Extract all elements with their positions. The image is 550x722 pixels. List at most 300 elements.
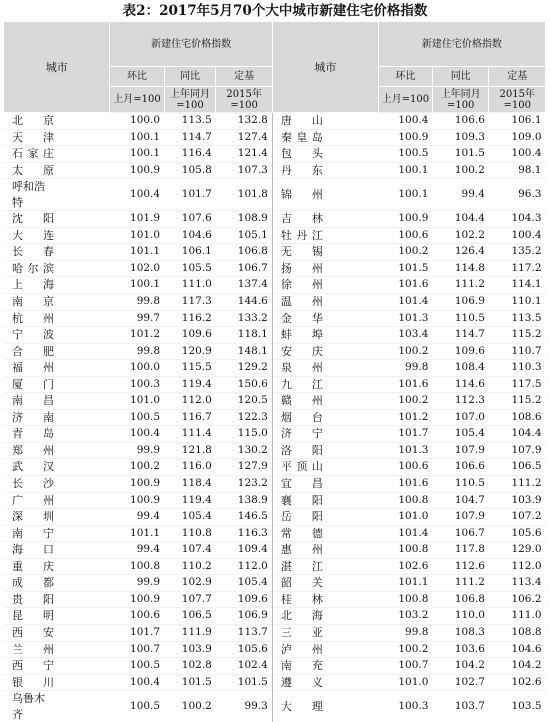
city-cell-left: [4, 691, 110, 722]
mom-cell-right: 101.3: [378, 310, 432, 327]
base-cell-left: 127.9: [216, 459, 273, 476]
base-cell-right: 106.2: [489, 591, 546, 608]
table-row: [4, 129, 546, 146]
city-name: 秦皇岛: [281, 130, 323, 146]
city-cell-left: [4, 211, 110, 228]
base-cell-right: 114.1: [489, 277, 546, 294]
index-group-header-left: 新建住宅价格指数: [110, 22, 272, 67]
table-row: [4, 343, 546, 360]
table-row: [4, 146, 546, 163]
mom-cell-left: 100.5: [110, 658, 164, 675]
yoy-cell-right: 107.9: [432, 442, 489, 459]
base-cell-right: 110.3: [489, 360, 546, 377]
city-name: 北海: [281, 608, 323, 624]
mom-cell-left: 100.4: [110, 179, 164, 211]
yoy-cell-right: 112.3: [432, 393, 489, 410]
base-cell-right: 135.2: [489, 244, 546, 261]
mom-cell-right: 100.4: [378, 113, 432, 130]
city-cell-left: [4, 575, 110, 592]
base-cell-right: 100.4: [489, 146, 546, 163]
city-cell-left: [4, 525, 110, 542]
base-cell-right: 98.1: [489, 162, 546, 179]
city-name: 兰州: [12, 642, 54, 658]
mom-cell-right: 100.9: [378, 211, 432, 228]
mom-cell-left: 101.9: [110, 211, 164, 228]
base-cell-right: 103.5: [489, 691, 546, 722]
mom-cell-left: 100.3: [110, 376, 164, 393]
yoy-cell-right: 106.8: [432, 591, 489, 608]
mom-cell-left: 101.1: [110, 244, 164, 261]
mom-cell-left: 100.0: [110, 113, 164, 130]
city-header-left: 城市: [4, 22, 110, 113]
base-cell-right: 106.1: [489, 113, 546, 130]
table-body: [4, 113, 546, 722]
yoy-cell-left: 115.5: [164, 360, 216, 377]
mom-cell-right: 100.3: [378, 691, 432, 722]
city-cell-left: [4, 244, 110, 261]
city-name: 沈阳: [12, 211, 54, 227]
mom-cell-right: 100.2: [378, 343, 432, 360]
city-cell-right: [272, 113, 378, 130]
yoy-cell-left: 116.0: [164, 459, 216, 476]
city-cell-right: [272, 492, 378, 509]
base-cell-left: 138.9: [216, 492, 273, 509]
city-name: 天津: [12, 130, 54, 146]
base-cell-right: 100.4: [489, 227, 546, 244]
city-name: 济宁: [281, 426, 323, 442]
yoy-cell-left: 117.3: [164, 294, 216, 311]
city-cell-left: [4, 360, 110, 377]
mom-cell-left: 100.1: [110, 277, 164, 294]
city-cell-right: [272, 343, 378, 360]
base-cell-right: 115.2: [489, 393, 546, 410]
city-cell-left: [4, 492, 110, 509]
city-name: 西安: [12, 625, 54, 641]
base-cell-left: 121.4: [216, 146, 273, 163]
yoy-cell-right: 106.9: [432, 294, 489, 311]
table-row: [4, 360, 546, 377]
yoy-cell-right: 102.2: [432, 227, 489, 244]
table-row: [4, 542, 546, 559]
city-name: 西宁: [12, 658, 54, 674]
table-row: [4, 691, 546, 722]
base-cell-left: 150.6: [216, 376, 273, 393]
table-row: [4, 641, 546, 658]
city-name: 长春: [12, 244, 54, 260]
city-cell-right: [272, 608, 378, 625]
city-name: 厦门: [12, 377, 54, 393]
mom-cell-left: 100.9: [110, 492, 164, 509]
base-cell-right: 104.3: [489, 211, 546, 228]
mom-cell-right: 100.1: [378, 179, 432, 211]
table-row: [4, 376, 546, 393]
base-cell-left: 101.8: [216, 179, 273, 211]
city-cell-left: [4, 608, 110, 625]
city-cell-right: [272, 211, 378, 228]
table-row: [4, 162, 546, 179]
table-row: [4, 442, 546, 459]
mom-cell-left: 100.6: [110, 608, 164, 625]
mom-cell-left: 100.7: [110, 641, 164, 658]
base-cell-left: 137.4: [216, 277, 273, 294]
city-name: 南充: [281, 658, 323, 674]
mom-cell-left: 100.9: [110, 476, 164, 493]
base-cell-right: 115.2: [489, 327, 546, 344]
base-cell-left: 127.4: [216, 129, 273, 146]
base-cell-right: 108.6: [489, 409, 546, 426]
yoy-cell-left: 109.6: [164, 327, 216, 344]
city-name: 泸州: [281, 642, 323, 658]
city-cell-right: [272, 624, 378, 641]
city-cell-right: [272, 525, 378, 542]
city-cell-right: [272, 476, 378, 493]
base-cell-right: 108.8: [489, 624, 546, 641]
mom-cell-left: 100.2: [110, 459, 164, 476]
base-cell-left: 129.2: [216, 360, 273, 377]
city-name: 惠州: [281, 542, 323, 558]
yoy-cell-left: 116.4: [164, 146, 216, 163]
base-cell-right: 105.6: [489, 525, 546, 542]
yoy-cell-right: 126.4: [432, 244, 489, 261]
yoy-cell-left: 110.8: [164, 525, 216, 542]
mom-cell-right: 101.6: [378, 277, 432, 294]
mom-cell-left: 101.2: [110, 327, 164, 344]
base-cell-right: 111.0: [489, 608, 546, 625]
base-cell-right: 104.2: [489, 658, 546, 675]
city-cell-right: [272, 509, 378, 526]
yoy-cell-right: 109.6: [432, 343, 489, 360]
base-base-left: 2015年=100: [216, 87, 273, 113]
base-cell-left: 112.0: [216, 558, 273, 575]
city-name: 大连: [12, 228, 54, 244]
price-index-table: [4, 22, 546, 722]
city-name: 三亚: [281, 625, 323, 641]
base-cell-left: 122.3: [216, 409, 273, 426]
table-row: [4, 658, 546, 675]
yoy-cell-right: 107.0: [432, 409, 489, 426]
mom-base-left: 上月=100: [110, 87, 164, 113]
city-cell-left: [4, 260, 110, 277]
city-cell-left: [4, 327, 110, 344]
city-name: 南昌: [12, 393, 54, 409]
yoy-cell-left: 101.5: [164, 674, 216, 691]
mom-cell-right: 101.6: [378, 476, 432, 493]
base-cell-left: 132.8: [216, 113, 273, 130]
yoy-cell-left: 106.1: [164, 244, 216, 261]
yoy-cell-right: 114.6: [432, 376, 489, 393]
table-row: [4, 608, 546, 625]
city-cell-right: [272, 442, 378, 459]
city-name: 济南: [12, 410, 54, 426]
index-group-header-right: 新建住宅价格指数: [378, 22, 545, 67]
mom-cell-left: 100.1: [110, 129, 164, 146]
mom-cell-right: 100.6: [378, 227, 432, 244]
mom-cell-right: 103.2: [378, 608, 432, 625]
yoy-cell-right: 107.9: [432, 509, 489, 526]
mom-cell-left: 99.4: [110, 509, 164, 526]
table-row: [4, 327, 546, 344]
city-cell-left: [4, 310, 110, 327]
city-cell-right: [272, 426, 378, 443]
yoy-cell-left: 114.7: [164, 129, 216, 146]
yoy-cell-right: 99.4: [432, 179, 489, 211]
base-cell-right: 110.1: [489, 294, 546, 311]
city-name: 宜昌: [281, 476, 323, 492]
yoy-cell-right: 100.2: [432, 162, 489, 179]
mom-cell-left: 100.4: [110, 674, 164, 691]
base-header-right: 定基: [489, 67, 546, 87]
mom-cell-right: 100.2: [378, 641, 432, 658]
city-name: 唐山: [281, 113, 323, 129]
mom-cell-left: 99.7: [110, 310, 164, 327]
table-row: [4, 459, 546, 476]
city-name: 常德: [281, 526, 323, 542]
yoy-base-left: 上年同月=100: [164, 87, 216, 113]
base-cell-left: 146.5: [216, 509, 273, 526]
base-cell-left: 105.4: [216, 575, 273, 592]
table-row: [4, 277, 546, 294]
city-name: 福州: [12, 360, 54, 376]
yoy-cell-left: 119.4: [164, 492, 216, 509]
yoy-cell-left: 107.4: [164, 542, 216, 559]
city-name: 杭州: [12, 311, 54, 327]
base-cell-right: 110.7: [489, 343, 546, 360]
yoy-cell-right: 111.2: [432, 575, 489, 592]
table-row: [4, 227, 546, 244]
city-cell-right: [272, 674, 378, 691]
city-name: 襄阳: [281, 493, 323, 509]
city-name: 宁波: [12, 327, 54, 343]
yoy-cell-left: 107.6: [164, 211, 216, 228]
city-cell-left: [4, 113, 110, 130]
base-cell-right: 117.5: [489, 376, 546, 393]
mom-cell-right: 101.0: [378, 509, 432, 526]
table-row: [4, 179, 546, 211]
city-cell-right: [272, 658, 378, 675]
base-cell-left: 107.3: [216, 162, 273, 179]
city-cell-right: [272, 459, 378, 476]
yoy-cell-right: 104.7: [432, 492, 489, 509]
base-cell-left: 109.6: [216, 591, 273, 608]
table-title: 表2：2017年5月70个大中城市新建住宅价格指数: [0, 0, 550, 22]
base-cell-right: 112.0: [489, 558, 546, 575]
mom-cell-right: 100.9: [378, 129, 432, 146]
city-name: 扬州: [281, 261, 323, 277]
yoy-cell-left: 102.8: [164, 658, 216, 675]
base-cell-left: 106.8: [216, 244, 273, 261]
yoy-cell-right: 103.7: [432, 691, 489, 722]
city-cell-left: [4, 294, 110, 311]
mom-cell-left: 99.8: [110, 343, 164, 360]
city-name: 桂林: [281, 592, 323, 608]
base-cell-left: 144.6: [216, 294, 273, 311]
table-row: [4, 575, 546, 592]
base-cell-left: 101.5: [216, 674, 273, 691]
table-row: [4, 211, 546, 228]
city-cell-right: [272, 179, 378, 211]
city-name: 贵阳: [12, 592, 54, 608]
city-name: 泉州: [281, 360, 323, 376]
city-name: 大理: [281, 699, 323, 715]
base-cell-right: 129.0: [489, 542, 546, 559]
city-name: 徐州: [281, 277, 323, 293]
base-cell-right: 113.4: [489, 575, 546, 592]
city-name: 广州: [12, 493, 54, 509]
city-name: 长沙: [12, 476, 54, 492]
yoy-cell-right: 109.3: [432, 129, 489, 146]
mom-cell-left: 100.9: [110, 591, 164, 608]
city-cell-right: [272, 409, 378, 426]
table-row: [4, 113, 546, 130]
base-cell-left: 130.2: [216, 442, 273, 459]
base-cell-left: 133.2: [216, 310, 273, 327]
base-cell-left: 99.3: [216, 691, 273, 722]
yoy-cell-right: 104.2: [432, 658, 489, 675]
base-cell-right: 107.9: [489, 442, 546, 459]
city-name: 银川: [12, 675, 54, 691]
yoy-cell-left: 111.4: [164, 426, 216, 443]
city-cell-left: [4, 558, 110, 575]
city-name: 金华: [281, 311, 323, 327]
table-row: [4, 294, 546, 311]
yoy-cell-right: 111.2: [432, 277, 489, 294]
yoy-cell-left: 103.9: [164, 641, 216, 658]
city-cell-left: [4, 426, 110, 443]
city-name: 牡丹江: [281, 228, 323, 244]
yoy-header-left: 同比: [164, 67, 216, 87]
city-cell-right: [272, 277, 378, 294]
base-cell-right: 117.2: [489, 260, 546, 277]
base-cell-left: 109.4: [216, 542, 273, 559]
city-name: 九江: [281, 377, 323, 393]
city-name: 湛江: [281, 559, 323, 575]
mom-cell-right: 101.4: [378, 294, 432, 311]
base-cell-left: 123.2: [216, 476, 273, 493]
yoy-cell-left: 107.7: [164, 591, 216, 608]
yoy-cell-left: 111.0: [164, 277, 216, 294]
mom-cell-left: 99.4: [110, 542, 164, 559]
mom-cell-right: 100.6: [378, 459, 432, 476]
mom-cell-left: 100.4: [110, 426, 164, 443]
mom-base-right: 上月=100: [378, 87, 432, 113]
mom-cell-right: 100.2: [378, 393, 432, 410]
mom-cell-right: 100.7: [378, 658, 432, 675]
base-cell-left: 118.1: [216, 327, 273, 344]
city-name: 青岛: [12, 426, 54, 442]
yoy-cell-left: 105.5: [164, 260, 216, 277]
base-base-right: 2015年=100: [489, 87, 546, 113]
city-name: 无锡: [281, 244, 323, 260]
city-cell-left: [4, 393, 110, 410]
yoy-cell-left: 119.4: [164, 376, 216, 393]
yoy-cell-right: 108.3: [432, 624, 489, 641]
yoy-cell-right: 117.8: [432, 542, 489, 559]
yoy-cell-right: 101.5: [432, 146, 489, 163]
mom-cell-left: 101.0: [110, 393, 164, 410]
mom-cell-right: 101.0: [378, 674, 432, 691]
city-name: 锦州: [281, 187, 323, 203]
city-cell-right: [272, 227, 378, 244]
base-cell-right: 104.6: [489, 641, 546, 658]
mom-cell-right: 101.4: [378, 525, 432, 542]
mom-cell-right: 100.8: [378, 542, 432, 559]
city-cell-right: [272, 327, 378, 344]
base-cell-right: 102.6: [489, 674, 546, 691]
city-name: 上海: [12, 277, 54, 293]
city-cell-right: [272, 260, 378, 277]
yoy-cell-left: 100.2: [164, 691, 216, 722]
city-name: 成都: [12, 575, 54, 591]
city-name: 武汉: [12, 459, 54, 475]
city-cell-right: [272, 310, 378, 327]
city-name: 南宁: [12, 526, 54, 542]
mom-cell-right: 101.5: [378, 260, 432, 277]
city-cell-left: [4, 542, 110, 559]
mom-cell-left: 100.9: [110, 162, 164, 179]
yoy-cell-left: 116.7: [164, 409, 216, 426]
city-name: 岳阳: [281, 509, 323, 525]
table-row: [4, 674, 546, 691]
table-row: [4, 409, 546, 426]
table-row: [4, 509, 546, 526]
city-header-right: 城市: [272, 22, 378, 113]
city-name: 北京: [12, 113, 54, 129]
city-cell-left: [4, 641, 110, 658]
city-name: 蚌埠: [281, 327, 323, 343]
mom-cell-right: 101.6: [378, 376, 432, 393]
city-cell-left: [4, 476, 110, 493]
yoy-cell-right: 102.7: [432, 674, 489, 691]
city-cell-right: [272, 591, 378, 608]
mom-cell-left: 101.1: [110, 525, 164, 542]
mom-cell-left: 100.5: [110, 409, 164, 426]
yoy-cell-left: 102.9: [164, 575, 216, 592]
mom-cell-left: 99.9: [110, 442, 164, 459]
yoy-cell-right: 103.6: [432, 641, 489, 658]
yoy-cell-left: 111.9: [164, 624, 216, 641]
base-cell-left: 105.1: [216, 227, 273, 244]
mom-cell-right: 101.1: [378, 575, 432, 592]
mom-header-right: 环比: [378, 67, 432, 87]
mom-cell-right: 103.4: [378, 327, 432, 344]
city-cell-left: [4, 227, 110, 244]
city-name: 南京: [12, 294, 54, 310]
city-name: 呼和浩特: [12, 179, 54, 210]
city-name: 郑州: [12, 443, 54, 459]
yoy-cell-right: 114.7: [432, 327, 489, 344]
city-cell-left: [4, 179, 110, 211]
city-cell-right: [272, 542, 378, 559]
base-cell-left: 120.5: [216, 393, 273, 410]
mom-cell-right: 100.8: [378, 591, 432, 608]
city-name: 安庆: [281, 344, 323, 360]
mom-cell-right: 100.2: [378, 244, 432, 261]
city-cell-left: [4, 442, 110, 459]
city-name: 昆明: [12, 608, 54, 624]
yoy-cell-left: 101.7: [164, 179, 216, 211]
city-name: 烟台: [281, 410, 323, 426]
city-cell-right: [272, 146, 378, 163]
city-cell-left: [4, 343, 110, 360]
city-name: 温州: [281, 294, 323, 310]
city-cell-right: [272, 129, 378, 146]
city-cell-right: [272, 244, 378, 261]
city-cell-left: [4, 459, 110, 476]
city-cell-right: [272, 360, 378, 377]
yoy-cell-right: 108.4: [432, 360, 489, 377]
city-name: 重庆: [12, 559, 54, 575]
city-cell-left: [4, 277, 110, 294]
